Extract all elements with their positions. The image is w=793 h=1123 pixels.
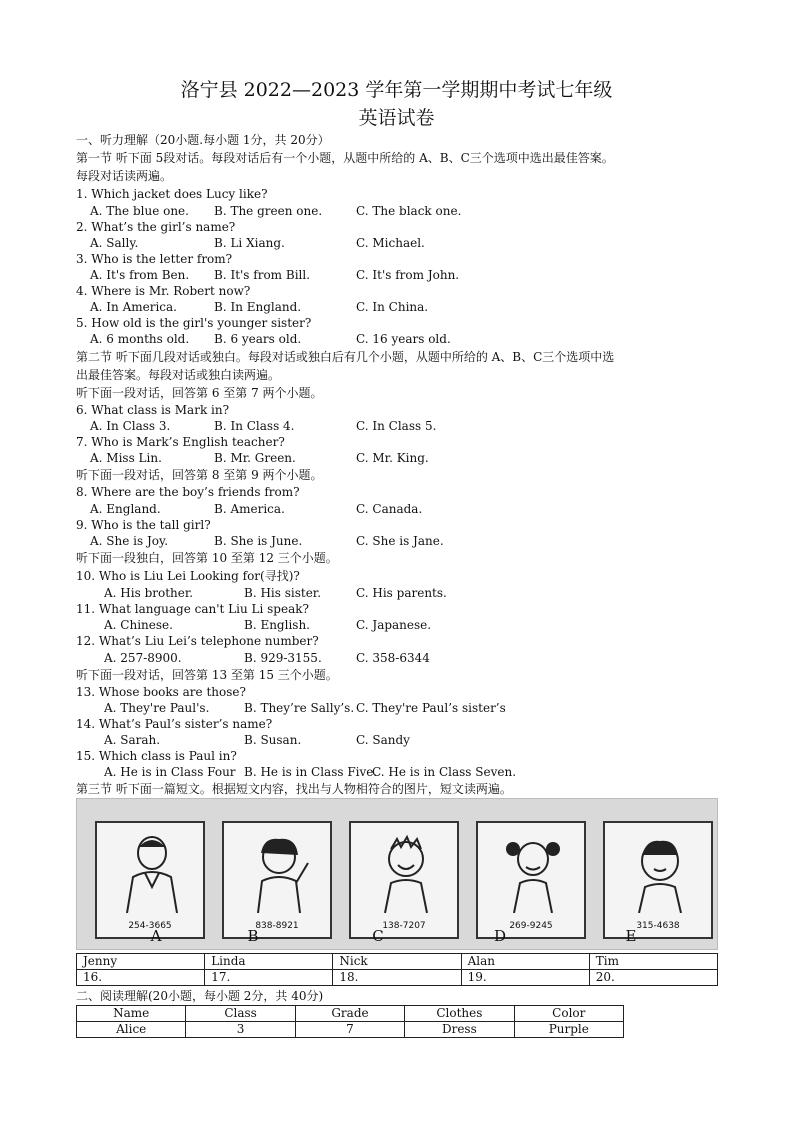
option-1b: B. The green one. [214,204,323,218]
picture-letter-c: C [372,927,384,945]
answer-blank[interactable]: 20. [589,970,717,986]
picture-phone: 838-8921 [255,921,299,931]
dialog-note-13-15: 听下面一段对话，回答第 13 至第 15 三个小题。 [76,668,338,682]
table-cell: 3 [186,1022,295,1038]
option-6b: B. In Class 4. [214,419,295,433]
option-10c: C. His parents. [356,586,447,600]
option-15a: A. He is in Class Four [104,765,236,779]
option-1c: C. The black one. [356,204,462,218]
picture-letter-a: A [150,927,162,945]
option-11a: A. Chinese. [104,618,173,632]
table-row [77,1006,624,1022]
reading-info-table [76,1005,624,1038]
question-5: 5. How old is the girl's younger sister? [76,316,312,330]
option-7a: A. Miss Lin. [90,451,162,465]
picture-phone: 254-3665 [128,921,172,931]
option-3b: B. It's from Bill. [214,268,311,282]
picture-letter-b: B [247,927,259,945]
picture-phone: 315-4638 [636,921,680,931]
dialog-note-6-7: 听下面一段对话，回答第 6 至第 7 两个小题。 [76,386,323,400]
column-header: Clothes [405,1006,514,1022]
question-10: 10. Who is Liu Lei Looking for(寻找)? [76,569,300,583]
option-3a: A. It's from Ben. [90,268,190,282]
option-14b: B. Susan. [244,733,302,747]
picture-letter-d: D [493,927,507,945]
table-row [77,1022,624,1038]
option-5c: C. 16 years old. [356,332,451,346]
people-pictures [76,798,718,950]
laughing-boy-icon [371,833,441,913]
person-name: Nick [333,954,461,970]
girl-waving-icon [244,833,314,913]
option-10b: B. His sister. [244,586,322,600]
answer-blank[interactable]: 16. [77,970,205,986]
part2-instruction-cont: 出最佳答案。每段对话或独白读两遍。 [76,368,281,382]
column-header: Name [77,1006,186,1022]
option-6a: A. In Class 3. [90,419,171,433]
boy-figure-icon [625,833,695,913]
option-9a: A. She is Joy. [90,534,169,548]
option-14a: A. Sarah. [104,733,161,747]
option-5a: A. 6 months old. [90,332,190,346]
question-15: 15. Which class is Paul in? [76,749,237,763]
part1-instruction-cont: 每段对话读两遍。 [76,169,173,183]
option-11c: C. Japanese. [356,618,432,632]
option-9b: B. She is June. [214,534,303,548]
column-header: Grade [295,1006,404,1022]
table-cell: Dress [405,1022,514,1038]
question-12: 12. What’s Liu Lei’s telephone number? [76,634,319,648]
option-12c: C. 358-6344 [356,651,430,665]
question-9: 9. Who is the tall girl? [76,518,211,532]
picture-a [95,821,205,939]
option-5b: B. 6 years old. [214,332,302,346]
exam-title: 洛宁县 2022—2023 学年第一学期期中考试七年级 [180,79,613,101]
question-4: 4. Where is Mr. Robert now? [76,284,251,298]
option-15c: C. He is in Class Seven. [372,765,517,779]
answer-blank[interactable]: 17. [205,970,333,986]
column-header: Class [186,1006,295,1022]
question-8: 8. Where are the boy’s friends from? [76,485,300,499]
table-cell: Alice [77,1022,186,1038]
picture-letter-e: E [625,927,637,945]
picture-d [476,821,586,939]
question-14: 14. What’s Paul’s sister’s name? [76,717,273,731]
person-name: Linda [205,954,333,970]
dialog-note-10-12: 听下面一段独白，回答第 10 至第 12 三个小题。 [76,551,338,565]
column-header: Color [514,1006,623,1022]
girl-pigtails-icon [498,833,568,913]
option-6c: C. In Class 5. [356,419,437,433]
man-figure-icon [117,833,187,913]
picture-phone: 269-9245 [509,921,553,931]
people-answer-table [76,953,718,986]
option-15b: B. He is in Class Five. [244,765,378,779]
option-9c: C. She is Jane. [356,534,444,548]
question-1: 1. Which jacket does Lucy like? [76,187,268,201]
section2-heading: 二、阅读理解(20小题，每小题 2分，共 40分) [76,989,324,1003]
option-13b: B. They’re Sally’s. [244,701,355,715]
part3-instruction: 第三节 听下面一篇短文。根据短文内容，找出与人物相符合的图片，短文读两遍。 [76,782,512,796]
table-cell: Purple [514,1022,623,1038]
option-4c: C. In China. [356,300,429,314]
option-12a: A. 257-8900. [104,651,182,665]
option-10a: A. His brother. [104,586,194,600]
option-13c: C. They're Paul’s sister’s [356,701,506,715]
picture-b [222,821,332,939]
part2-instruction: 第二节 听下面几段对话或独白。每段对话或独白后有几个小题，从题中所给的 A、B、C三个选项中选 [76,350,615,364]
person-name: Jenny [77,954,205,970]
question-2: 2. What’s the girl’s name? [76,220,236,234]
part1-instruction: 第一节 听下面 5段对话。每段对话后有一个小题，从题中所给的 A、B、C三个选项中选出最佳答案。 [76,151,614,165]
table-row [77,954,718,970]
answer-blank[interactable]: 18. [333,970,461,986]
picture-phone: 138-7207 [382,921,426,931]
picture-e [603,821,713,939]
answer-blank[interactable]: 19. [461,970,589,986]
option-2a: A. Sally. [90,236,139,250]
option-7c: C. Mr. King. [356,451,429,465]
exam-subtitle: 英语试卷 [358,107,435,129]
option-2c: C. Michael. [356,236,425,250]
option-11b: B. English. [244,618,310,632]
picture-c [349,821,459,939]
option-4a: A. In America. [90,300,177,314]
table-row [77,970,718,986]
option-12b: B. 929-3155. [244,651,322,665]
option-8c: C. Canada. [356,502,423,516]
option-7b: B. Mr. Green. [214,451,296,465]
option-8a: A. England. [90,502,161,516]
person-name: Tim [589,954,717,970]
option-2b: B. Li Xiang. [214,236,285,250]
option-13a: A. They're Paul's. [104,701,210,715]
question-7: 7. Who is Mark’s English teacher? [76,435,285,449]
question-6: 6. What class is Mark in? [76,403,230,417]
dialog-note-8-9: 听下面一段对话，回答第 8 至第 9 两个小题。 [76,468,323,482]
question-13: 13. Whose books are those? [76,685,246,699]
option-1a: A. The blue one. [90,204,189,218]
option-4b: B. In England. [214,300,302,314]
question-3: 3. Who is the letter from? [76,252,233,266]
table-cell: 7 [295,1022,404,1038]
section1-heading: 一、听力理解（20小题.每小题 1分，共 20分） [76,133,330,147]
person-name: Alan [461,954,589,970]
question-11: 11. What language can't Liu Li speak? [76,602,309,616]
option-8b: B. America. [214,502,285,516]
option-3c: C. It's from John. [356,268,460,282]
option-14c: C. Sandy [356,733,410,747]
